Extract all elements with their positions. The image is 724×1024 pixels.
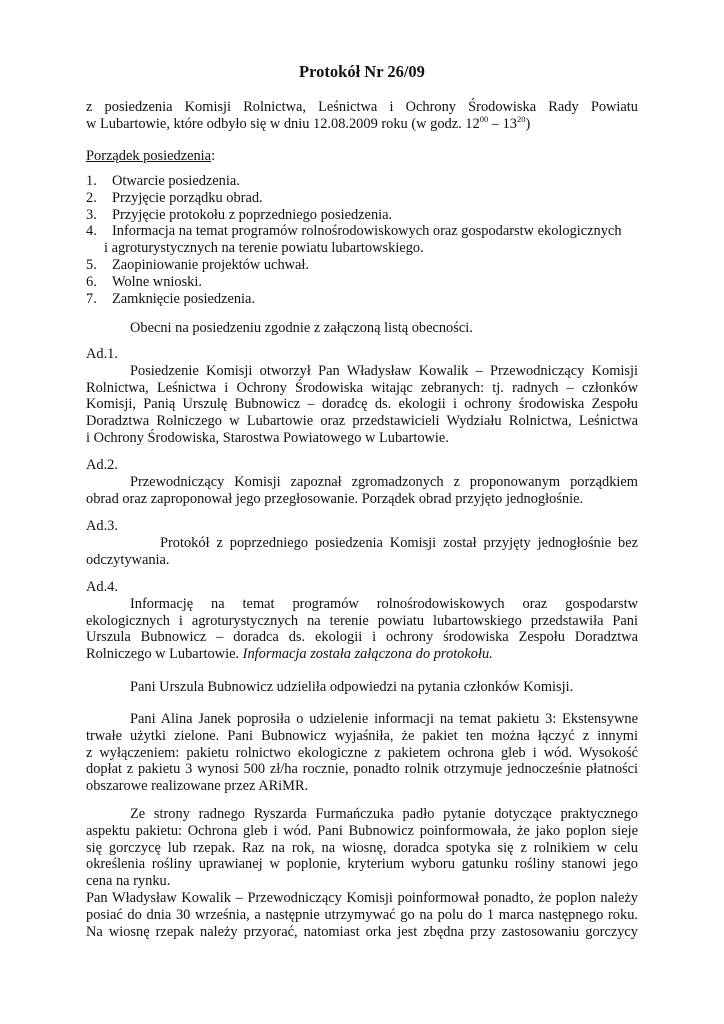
agenda-item-number: 2.: [86, 189, 97, 206]
agenda-item: [86, 173, 646, 190]
paragraph-line: obszarowe realizowane przez ARiMR.: [86, 778, 309, 795]
kowalik-paragraph: [86, 890, 638, 940]
attachment-note: Informacja została załączona do protokołu.: [242, 646, 493, 663]
section-text: Rolniczego w Lubartowie.: [86, 646, 243, 663]
agenda-item-number: 6.: [86, 273, 97, 290]
agenda-item: [86, 223, 646, 240]
section-line: i Ochrony Środowiska, Starostwa Powiatowego w Lubartowie.: [86, 429, 449, 446]
section-line: Rolnictwa, Leśnictwa i Ochrony Środowiska witając zebranych: tj. radnych – członków: [86, 379, 638, 396]
section-line: Protokół z poprzedniego posiedzenia Komisji został przyjęty jednogłośnie bez: [160, 534, 638, 551]
time-start-minutes: 00: [479, 113, 489, 124]
agenda-item-text: Informacja na temat programów rolnośrodowiskowych oraz gospodarstw ekologicznych: [112, 223, 622, 240]
section-line: Informację na temat programów rolnośrodowiskowych oraz gospodarstw: [130, 595, 638, 612]
agenda-item-text: Zaopiniowanie projektów uchwał.: [112, 256, 310, 273]
intro-text: – 13: [488, 115, 517, 132]
paragraph-line: trwałe użytki zielone. Pani Bubnowicz wyjaśniła, że pakiet ten można łączyć z innymi: [86, 727, 638, 744]
furmanczuk-paragraph: [86, 806, 638, 890]
agenda-heading-text: Porządek posiedzenia: [86, 148, 212, 164]
paragraph-line: aspektu pakietu: Ochrona gleb i wód. Pani Bubnowicz poinformowała, że jako poplon sieje: [86, 822, 638, 839]
agenda-item: [86, 190, 646, 207]
paragraph-line: cena na rynku.: [86, 873, 171, 890]
agenda-list: [86, 173, 646, 307]
section-label: Ad.4.: [86, 579, 118, 595]
paragraph-line: posiać do dnia 30 września, a następnie utrzymywać go na polu do 1 marca następnego roku.: [86, 906, 638, 923]
attendance-paragraph: [86, 320, 638, 337]
agenda-item-number: 4.: [86, 223, 97, 240]
agenda-heading: [86, 148, 638, 165]
agenda-item-text: Otwarcie posiedzenia.: [112, 173, 240, 189]
agenda-item-number: 5.: [86, 256, 97, 273]
agenda-heading-colon: :: [211, 148, 216, 164]
agenda-item: [86, 274, 646, 291]
agenda-item: [86, 291, 646, 308]
attendance-text: Obecni na posiedzeniu zgodnie z załączoną listą obecności.: [130, 320, 473, 336]
intro-paragraph: [86, 99, 638, 133]
section-line: Przewodniczący Komisji zapoznał zgromadzonych z proponowanym porządkiem: [130, 473, 638, 490]
section-ad2: [86, 457, 638, 507]
section-line: Posiedzenie Komisji otworzył Pan Władysław Kowalik – Przewodniczący Komisji: [130, 362, 638, 379]
section-line: Komisji, Panią Urszulę Bubnowicz – doradcę ds. ekologii i ochrony środowiska Zespołu: [86, 396, 638, 413]
section-line: ekologicznych i agroturystycznych na terenie powiatu lubartowskiego przedstawiła Pani: [86, 612, 638, 629]
section-ad1: [86, 346, 638, 447]
paragraph-line: Ze strony radnego Ryszarda Furmańczuka padło pytanie dotyczące praktycznego: [130, 806, 638, 822]
section-ad3: [86, 518, 638, 568]
section-label: Ad.3.: [86, 518, 118, 534]
agenda-item-number: 3.: [86, 206, 97, 223]
paragraph-line: się gorczycę lub rzepak. Raz na rok, na wiosnę, doradca spotyka się z rolnikiem w celu: [86, 839, 638, 856]
paragraph-line: Na wiosnę rzepak należy przyorać, natomiast orka jest zbędna przy zastosowaniu gorczycy: [86, 923, 638, 940]
paragraph-line: Pan Władysław Kowalik – Przewodniczący Komisji poinformował ponadto, że poplon należy: [86, 890, 638, 906]
agenda-item-continuation: i agroturystycznych na terenie powiatu lubartowskiego.: [104, 240, 424, 257]
section-line: [86, 646, 638, 663]
page-title: Protokół Nr 26/09: [299, 62, 425, 81]
section-label: Ad.2.: [86, 457, 118, 473]
section-ad4: [86, 579, 638, 663]
agenda-item-text: Przyjęcie porządku obrad.: [112, 189, 263, 206]
agenda-item-text: Przyjęcie protokołu z poprzedniego posiedzenia.: [112, 206, 393, 223]
section-line: Urszula Bubnowicz – doradca ds. ekologii i ochrony środowiska Zespołu Doradztwa: [86, 629, 638, 646]
intro-line: [86, 113, 638, 133]
answers-text: Pani Urszula Bubnowicz udzieliła odpowiedzi na pytania członków Komisji.: [130, 679, 574, 695]
section-line: Doradztwa Rolniczego w Lubartowie oraz przedstawicieli Wydziału Rolnictwa, Leśnictwa: [86, 413, 638, 430]
paragraph-line: Pani Alina Janek poprosiła o udzielenie informacji na temat pakietu 3: Ekstensywne: [130, 711, 638, 727]
agenda-item: [86, 207, 646, 224]
time-end-minutes: 20: [516, 113, 526, 124]
section-label: Ad.1.: [86, 346, 118, 362]
paragraph-line: dopłat z pakietu 3 wynosi 500 zł/ha rocznie, ponadto rolnik otrzymuje jednocześnie płatności: [86, 761, 638, 778]
answers-paragraph: [86, 679, 638, 696]
section-line: odczytywania.: [86, 551, 170, 568]
agenda-item-number: 7.: [86, 290, 97, 307]
janek-paragraph: [86, 711, 638, 795]
agenda-item-text: Wolne wnioski.: [112, 273, 202, 290]
paragraph-line: z wyłączeniem: pakietu rolnictwo ekologiczne z pakietem ochrona gleb i wód. Wysokość: [86, 744, 638, 761]
intro-text: w Lubartowie, które odbyło się w dniu 12.08.2009 roku (w godz. 12: [86, 115, 480, 132]
paragraph-line: określenia rośliny uprawianej w poplonie, kryterium wyboru gatunku rośliny stanowi jego: [86, 856, 638, 873]
agenda-item-number: 1.: [86, 173, 97, 189]
agenda-item: [86, 257, 646, 274]
agenda-item-text: Zamknięcie posiedzenia.: [112, 290, 256, 307]
intro-text: ): [525, 115, 531, 132]
intro-line: z posiedzenia Komisji Rolnictwa, Leśnictwa i Ochrony Środowiska Rady Powiatu: [86, 99, 638, 115]
section-line: obrad oraz zaproponował jego przegłosowanie. Porządek obrad przyjęto jednogłośnie.: [86, 490, 584, 507]
